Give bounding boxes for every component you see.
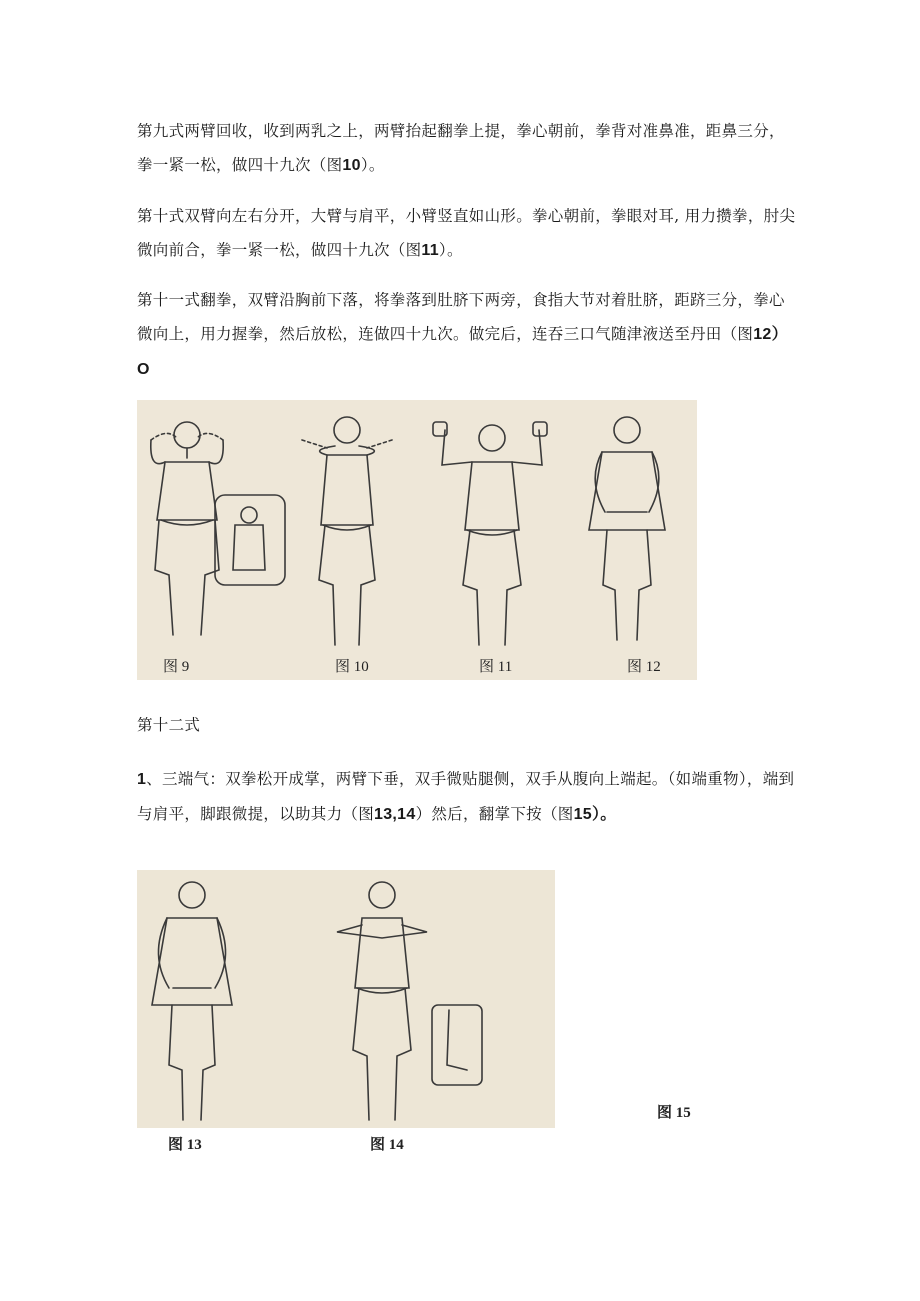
figure-ref: 11 xyxy=(421,242,439,259)
figure-ref: 12 xyxy=(753,326,772,343)
step-number: 1 xyxy=(137,771,147,788)
figure-14-caption: 图 14 xyxy=(370,1137,404,1153)
paragraph-end: ）。 xyxy=(438,241,463,259)
figure-12-caption: 图 12 xyxy=(627,659,661,675)
paragraph-form-9 xyxy=(137,114,797,183)
paragraph-text: 第十式双臂向左右分开，大臂与肩平，小臂竖直如山形。拳心朝前，拳眼对耳, 用力攒拳，肘尖微向前合，拳一紧一松，做四十九次（图 xyxy=(137,207,796,259)
heading-form-12: 第十二式 xyxy=(137,716,201,734)
paragraph-end: ）O xyxy=(137,326,788,378)
figures-9-12-drawing xyxy=(137,400,697,680)
paragraph-form-10 xyxy=(137,199,797,268)
figure-10-caption: 图 10 xyxy=(335,659,369,675)
paragraph-text: 第九式两臂回收，收到两乳之上，两臂抬起翻拳上提，拳心朝前，拳背对准鼻准，距鼻三分，拳一紧一松，做四十九次（图 xyxy=(137,122,785,174)
figure-15-caption: 图 15 xyxy=(657,1105,691,1121)
figure-ref: 10 xyxy=(342,157,361,174)
figure-13-caption: 图 13 xyxy=(168,1137,202,1153)
paragraph-middle: ）然后，翻掌下按（图 xyxy=(415,805,574,823)
paragraph-text: 、三端气：双拳松开成掌，两臂下垂，双手微贴腿侧，双手从腹向上端起。（如端重物），端到与肩平，脚跟微提，以助其力（图 xyxy=(137,770,795,823)
figure-9-caption: 图 9 xyxy=(163,659,190,675)
paragraph-end: ）。 xyxy=(591,806,617,823)
figure-ref: 15 xyxy=(573,806,592,823)
figures-13-14-drawing xyxy=(137,870,555,1128)
illustration-plate-top xyxy=(137,400,697,680)
figure-11-caption: 图 11 xyxy=(479,659,513,675)
paragraph-text: 第十一式翻拳，双臂沿胸前下落，将拳落到肚脐下两旁，食指大节对着肚脐，距跻三分，拳心微向上，用力握拳，然后放松，连做四十九次。做完后，连吞三口气随津液送至丹田（图 xyxy=(137,291,785,343)
paragraph-form-11 xyxy=(137,283,797,387)
paragraph-form-12-step-1 xyxy=(137,762,797,832)
illustration-plate-bottom xyxy=(137,870,555,1128)
paragraph-end: ）。 xyxy=(360,156,385,174)
figure-ref: 13,14 xyxy=(374,806,416,823)
